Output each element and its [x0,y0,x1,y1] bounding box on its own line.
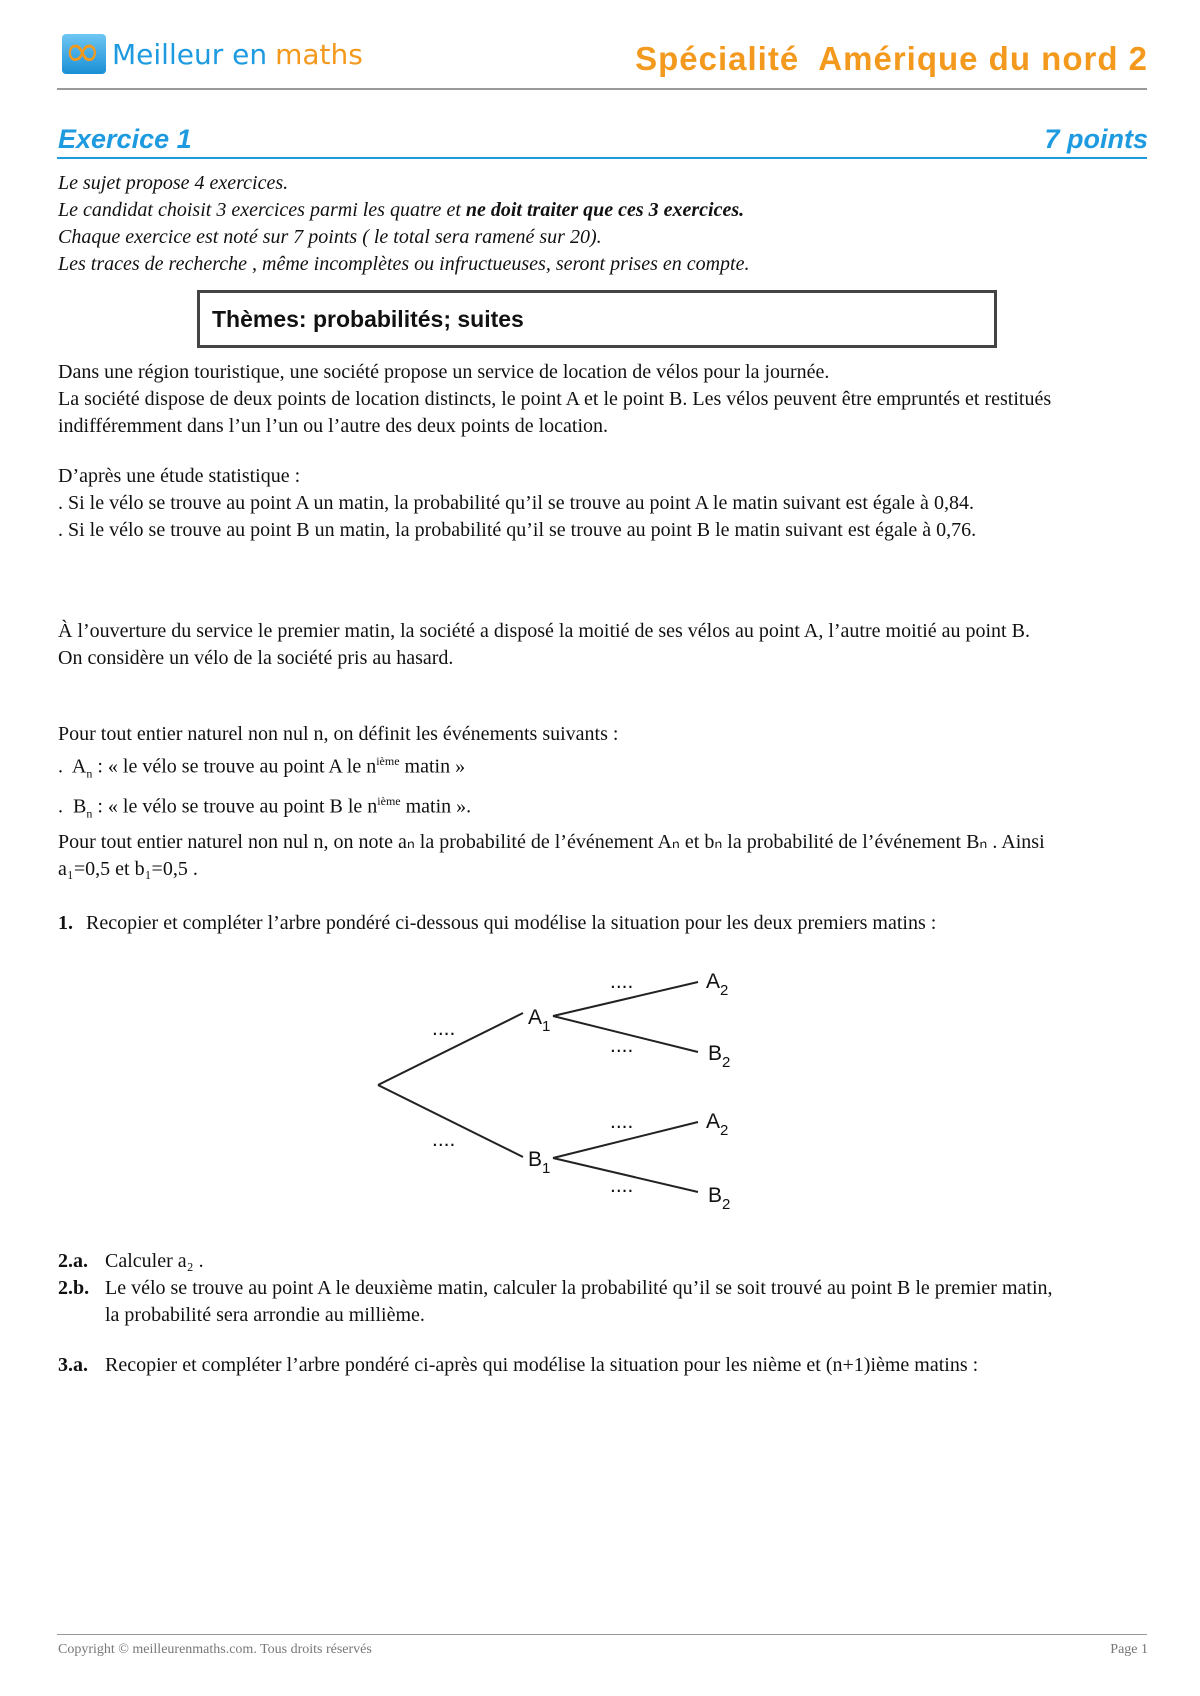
paragraph-notation: Pour tout entier naturel non nul n, on note aₙ la probabilité de l’événement Aₙ et bₙ la probabilité de l’événement Bₙ . Ainsi a₁=0,5 et b₁=0,5 . [58,831,1045,880]
instruction-line: Chaque exercice est noté sur 7 points ( le total sera ramené sur 20). [58,226,602,248]
instruction-emphasis: ne doit traiter que ces 3 exercices. [465,199,745,221]
question-3a [58,1352,1068,1379]
question-2b [58,1275,1068,1329]
node-subscript: 2 [722,1054,731,1071]
logo-text: Meilleur en [112,37,268,71]
question-number: 3.a. [58,1354,88,1376]
list-item: . Si le vélo se trouve au point A un matin, la probabilité qu’il se trouve au point A le matin suivant est égale à 0,84. [58,492,974,514]
event-text: : « le vélo se trouve au point A le n [92,755,377,778]
event-text: matin » [399,755,466,778]
header-divider [57,88,1147,90]
instructions [58,170,750,278]
node-a2 [706,970,728,999]
list-item: . Si le vélo se trouve au point B un matin, la probabilité qu’il se trouve au point B le matin suivant est égale à 0,76. [58,519,977,541]
logo [62,34,363,74]
question-text: Recopier et compléter l’arbre pondéré ci-après qui modélise la situation pour les nième et (n+1)ième matins : [105,1354,979,1376]
event-text: : « le vélo se trouve au point B le n [92,795,378,818]
question-text: Recopier et compléter l’arbre pondéré ci-dessous qui modélise la situation pour les deux premiers matins : [86,912,937,934]
question-text: Le vélo se trouve au point A le deuxième matin, calculer la probabilité qu’il se soit trouvé au point B le premier matin, la probabilité sera arrondie au millième. [105,1277,1053,1326]
node-a1 [528,1006,550,1035]
text-line: La société dispose de deux points de location distincts, le point A et le point B. Les vélos peuvent être empruntés et restitués indifféremment dans l’un l’un ou l’autre des deux points de location. [58,388,1052,437]
event-sup: ième [376,754,400,768]
node-b2 [708,1184,730,1213]
weight-a1-a2: .... [610,970,634,993]
question-1 [58,910,1068,937]
text-line: Dans une région touristique, une société propose un service de location de vélos pour la journée. [58,361,830,383]
node-subscript: 2 [720,1122,729,1139]
paragraph-context [58,359,1068,440]
exercise-divider [57,157,1147,159]
node-b2 [708,1042,730,1071]
weight-b1-a2: .... [610,1110,634,1133]
text-line: On considère un vélo de la société pris au hasard. [58,647,454,669]
question-number: 2.b. [58,1277,90,1299]
event-b: . $B_n$ : « le vélo se trouve au point B le $n^{ième}$ matin ». [58,793,472,821]
event-symbol: A [71,755,87,778]
question-text: Calculer a₂ . [105,1250,204,1272]
paragraph-opening [58,618,1068,672]
node-subscript: 1 [542,1018,551,1035]
question-number: 1. [58,912,73,934]
text-line: Pour tout entier naturel non nul n, on définit les événements suivants : [58,723,619,745]
footer-page-number: Page 1 [1110,1642,1148,1657]
weight-root-b1: .... [432,1128,456,1151]
themes-box: Thèmes: probabilités; suites [197,290,997,348]
node-subscript: 1 [542,1160,551,1177]
event-subscript: n [86,806,93,821]
node-a2 [706,1110,728,1139]
event-subscript: n [86,766,93,781]
text-line: À l’ouverture du service le premier matin, la société a disposé la moitié de ses vélos au point A, l’autre moitié au point B. [58,620,1030,642]
document-title: Spécialité Amérique du nord 2 [635,40,1148,77]
logo-text-accent: maths [275,37,363,71]
node-subscript: 2 [722,1196,731,1213]
exercise-title: Exercice 1 [58,124,192,154]
paragraph-statistics [58,463,1068,544]
weight-b1-b2: .... [610,1174,634,1197]
instruction-text: Le candidat choisit 3 exercices parmi les quatre et [58,199,466,221]
weight-a1-b2: .... [610,1034,634,1057]
footer-copyright: Copyright © meilleurenmaths.com. Tous droits réservés [58,1642,372,1657]
paragraph-events [58,721,1068,827]
node-label: A [706,1110,721,1133]
text-line: D’après une étude statistique : [58,465,301,487]
instruction-line: Le sujet propose 4 exercices. [58,172,289,194]
event-sup: ième [377,793,401,808]
question-number: 2.a. [58,1250,88,1272]
question-2a [58,1248,1068,1275]
node-b1 [528,1148,550,1177]
weight-root-a1: .... [432,1017,456,1040]
node-label: A [706,970,721,993]
node-label: B [708,1042,723,1065]
node-label: B [528,1148,543,1171]
probability-tree [370,960,790,1220]
node-subscript: 2 [720,982,729,999]
infinity-logo-icon [62,34,106,74]
instruction-line [58,197,750,224]
instruction-line: Les traces de recherche , même incomplètes ou infructueuses, seront prises en compte. [58,253,750,275]
event-text: matin ». [400,795,472,818]
event-symbol: B [73,795,87,818]
node-label: B [708,1184,723,1207]
footer-divider [57,1634,1147,1635]
exercise-points: 7 points [1044,124,1148,154]
node-label: A [528,1006,543,1029]
event-a: . $A_n$ : « le vélo se trouve au point A le $n^{ième}$ matin » [58,754,466,781]
